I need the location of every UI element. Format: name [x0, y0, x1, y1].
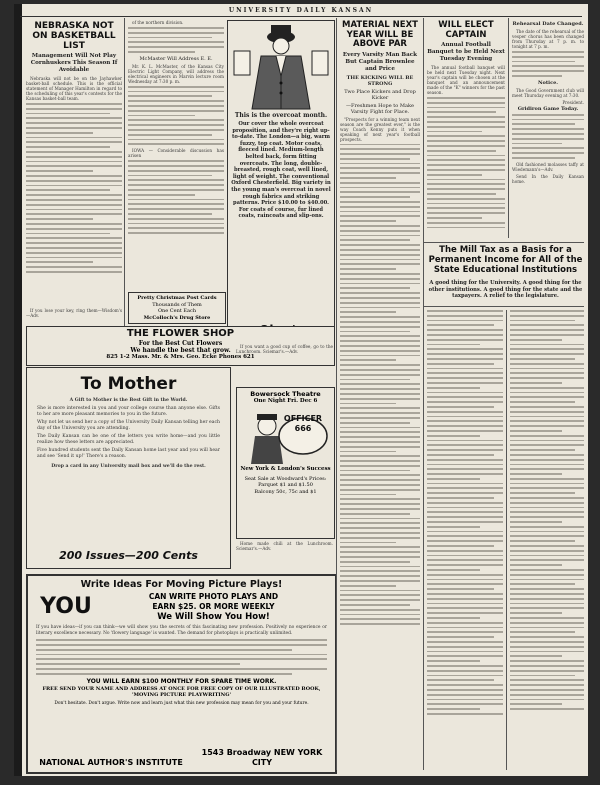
postcards-line2: Thousands of Them	[152, 301, 202, 308]
postcards-line4: McColloch's Drug Store	[143, 314, 211, 321]
masthead: UNIVERSITY DAILY KANSAN	[228, 7, 374, 14]
scan-edge	[14, 4, 22, 776]
photoplays-you: YOU	[40, 594, 92, 619]
column-rule	[506, 310, 507, 770]
section-rule	[423, 242, 584, 243]
ad-photoplays	[26, 574, 337, 774]
theatre-line1: New York & London's Success	[240, 466, 331, 472]
notice-headline: Notice.	[537, 79, 559, 86]
col2-body: Mr. K. L. McMaster, of the Kansas City Electric Light Company, will address the electrical engineers in Marvin lecture room Wednesday at 7:30 p. m.	[128, 63, 224, 84]
article-material	[340, 20, 420, 772]
ad-chili	[236, 541, 333, 561]
column-rule	[336, 18, 337, 770]
material-headline: MATERIAL NEXT YEAR WILL BE ABOVE PAR	[342, 20, 418, 49]
gridiron-headline: Gridiron Game Today.	[517, 105, 579, 112]
send-kansan: Send In the Daily Kansan home.	[512, 173, 584, 184]
theatre-line2: Seat Sale at Woodward's Prices:	[244, 475, 327, 482]
section-rule	[423, 306, 584, 307]
material-subhead: Every Varsity Man Back But Captain Brownlee and Price	[342, 51, 418, 72]
mother-footer: 200 Issues—200 Cents	[59, 549, 198, 562]
notice-signed: President.	[562, 99, 584, 105]
photoplays-address: 1543 Broadway NEW YORK CITY	[201, 748, 323, 767]
mother-line1: A Gift to Mother is the Best Gift in the World.	[69, 398, 188, 403]
column-rule	[423, 18, 424, 770]
taffy-ad: Old fashioned molasses taffy at Wiedemann's—Adv.	[512, 161, 584, 172]
article-nebraska	[26, 20, 122, 320]
postcards-line3: One Cent Each	[157, 308, 197, 314]
material-sub3: —Freshmen Hope to Make Varsity Fight for Place.	[346, 102, 414, 115]
photoplays-pitch3: We Will Show You How!	[157, 612, 270, 622]
theatre-title: Bowersock Theatre	[250, 390, 321, 398]
col1-footer: If you lose your key, ring them—Wisdom's—Adv.	[26, 308, 122, 318]
mother-line2: She is more interested in you and your college course than anyone else. Gifts to her are more pleasant memories to you in the future.	[37, 406, 220, 417]
mother-line4: The Daily Kansan can be one of the letters you write home—and you little realize how these letters are appreciated.	[37, 434, 220, 445]
photoplays-hesitate: Don't hesitate. Don't argue. Write now and learn just what this new profession may mean for you and your future.	[54, 700, 309, 706]
mill-tax-deck: A good thing for the University. A good thing for the other institutions. A good thing for the state and the taxpayers. A relief to the legislature.	[428, 280, 583, 299]
col2-lead: of the northern division.	[132, 20, 184, 25]
photoplays-free: FREE SEND YOUR NAME AND ADDRESS AT ONCE FOR FREE COPY OF OUR ILLUSTRATED BOOK, 'MOVING PICTURE PLAYWRITING'	[42, 685, 321, 699]
masthead-rule	[20, 16, 582, 17]
article-column-2	[128, 20, 224, 290]
flower-phone: 825 1-2 Mass. Mr. & Mrs. Geo. Ecke Phones 621	[106, 354, 255, 360]
article-rehearsal	[512, 20, 584, 240]
mill-tax-col-a	[427, 310, 503, 770]
coffee-text: If you want a good cup of coffee, go to the Lunchroom. Sciemar's.—Adv.	[236, 344, 333, 354]
photoplays-company: NATIONAL AUTHOR'S INSTITUTE	[39, 758, 183, 767]
mother-line6: Drop a card in any University mail box and we'll do the rest.	[51, 464, 206, 469]
column-rule	[124, 18, 125, 328]
overcoat-man-illustration	[228, 21, 334, 111]
column-rule	[508, 18, 509, 238]
mother-title: To Mother	[80, 374, 177, 394]
elect-lead: The annual football banquet will be held next Tuesday night. Next year's captain will be chosen at the banquet and an announcement made of the "K" winners for the past season.	[427, 65, 505, 95]
mother-line3: Why not let us send her a copy of the University Daily Kansan telling her each day of the University you are attending.	[37, 420, 220, 431]
photoplays-pitch2: EARN $25. OR MORE WEEKLY	[152, 602, 275, 611]
ad-to-mother	[26, 367, 231, 569]
chili-text: Home made chili at the Lunchroom. Sciemar's.—Adv.	[236, 541, 333, 551]
mill-tax-headline: The Mill Tax as a Basis for a Permanent Income for All of the State Educational Institutions	[428, 245, 583, 275]
elect-subhead: Annual Football Banquet to be Held Next Tuesday Evening	[427, 42, 505, 62]
elect-headline: WILL ELECT CAPTAIN	[438, 20, 494, 40]
theatre-dates: One Night Fri. Dec 6	[253, 398, 318, 404]
notice-body: The Good Government club will meet Thursday evening at 7:30.	[512, 87, 584, 98]
newspaper-page	[14, 4, 588, 776]
material-kicking: THE KICKING WILL BE STRONG	[346, 74, 414, 87]
photoplays-offer: YOU WILL EARN $100 MONTHLY FOR SPARE TIME WORK.	[86, 677, 277, 685]
rehearsal-body: The date of the rehearsal of the vesper chorus has been changed from Thursday at 7 p. m. to tonight at 7 p. m.	[512, 29, 584, 49]
ad-overcoats	[227, 20, 335, 342]
postcards-line1: Pretty Christmas Post Cards	[137, 295, 217, 301]
photoplays-headline: Write Ideas For Moving Picture Plays!	[80, 579, 283, 590]
flower-tagline: For the Best Cut Flowers	[138, 340, 223, 347]
headline-nebraska: NEBRASKA NOT ON BASKETBALL LIST	[32, 21, 116, 51]
photoplays-body: If you have ideas—if you can think—we will show you the secrets of this fascinating new profession. Positively no experience or literary excellence necessary. No 'flowery language' is wanted. The demand for photoplays is practically unlimited.	[36, 625, 327, 636]
theatre-line4: Balcony 50c, 75c and $1	[254, 488, 317, 495]
lead-nebraska: Nebraska will not be on the Jayhawker basket-ball schedule. This is the official statement of Manager Hamilton in regard to the scheduling of this year's contests for the Kansas basket-ball team.	[26, 76, 122, 101]
col2-subhead: McMaster Will Address E. E.	[139, 55, 213, 62]
theatre-line3: Parquet $1 and $1.50	[258, 482, 313, 488]
ad-bowersock-theatre	[236, 387, 335, 539]
officer-sign: OFFICER 666	[283, 414, 323, 433]
rehearsal-headline: Rehearsal Date Changed.	[512, 21, 584, 27]
material-sub2: Two Place Kickers and Drop Kicker	[344, 88, 416, 101]
subhead-nebraska: Management Will Not Play Cornhuskers This Season If Avoidable	[30, 53, 118, 73]
flower-title: THE FLOWER SHOP	[126, 328, 235, 339]
overcoat-headline: This is the overcoat month.	[234, 112, 328, 119]
material-body-lines	[340, 144, 420, 625]
ad-coffee	[236, 344, 333, 366]
photoplays-pitch1: CAN WRITE PHOTO PLAYS AND	[148, 592, 279, 601]
mother-line5: Five hundred students sent the Daily Kansan home last year and you will hear and see 'Send it up!' There's a reason.	[37, 448, 220, 459]
ad-postcards	[128, 292, 226, 324]
mill-tax-col-b	[510, 310, 584, 770]
material-lead: "Prospects for a winning team next season are the greatest ever," is the way Coach Kenny puts it when speaking of next year's football prospects.	[340, 116, 420, 142]
article-will-elect	[427, 20, 505, 240]
col2-subhead2: IOWA — Considerable discussion has arisen	[128, 148, 224, 159]
article-body-lines	[26, 103, 122, 273]
overcoat-body: Our cover the whole overcoat proposition, and they're right up-to-date. The London—a big, warm fuzzy, top coat. Motor coats, fleeced lined. Medium-length belted back, form fitting overcoats. The long, double-breasted, rough coat, well lined, light of weight. The conventional Oxford Chesterfield. Big variety in the young man's overcoat in novel rough fabrics and striking patterns. Price $10.00 to $40.00. For coats of course, fur lined coats, raincoats and slip-ons.	[231, 121, 331, 220]
flower-line: We handle the best that grow.	[130, 347, 231, 354]
